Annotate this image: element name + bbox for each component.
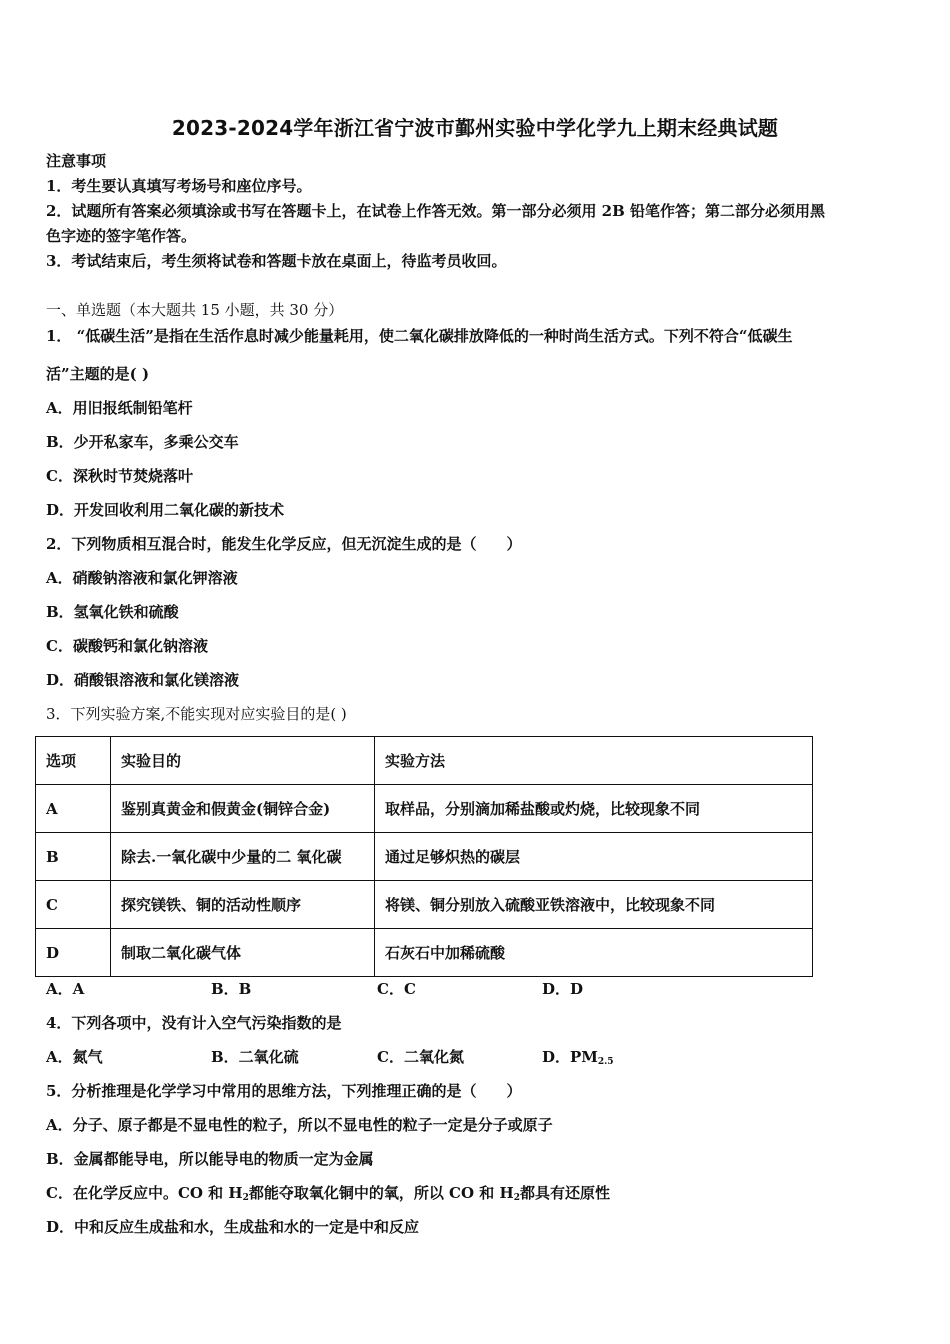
pm-subscript: 2.5 (597, 1057, 614, 1067)
experiment-table (35, 736, 813, 977)
section-heading: 一、单选题（本大题共 15 小题，共 30 分） (46, 301, 344, 319)
table-row (36, 929, 813, 977)
table-header-cell: 实验方法 (375, 737, 813, 785)
table-cell: C (36, 881, 111, 929)
table-header-row (36, 737, 813, 785)
q2-option-a: A．硝酸钠溶液和氯化钾溶液 (46, 569, 238, 587)
table-header-cell: 选项 (36, 737, 111, 785)
q5-option-a: A．分子、原子都是不显电性的粒子，所以不显电性的粒子一定是分子或原子 (46, 1116, 553, 1134)
notice-heading: 注意事项 (46, 152, 107, 170)
q5-option-c (46, 1182, 610, 1209)
notice-item-2: 2．试题所有答案必须填涂或书写在答题卡上，在试卷上作答无效。第一部分必须用 2B 铅笔作答；第二部分必须用黑 (46, 202, 826, 220)
table-header-cell: 实验目的 (111, 737, 375, 785)
table-cell: 石灰石中加稀硫酸 (375, 929, 813, 977)
table-cell: 除去.一氧化碳中少量的二 氧化碳 (111, 833, 375, 881)
table-cell: 鉴别真黄金和假黄金(铜锌合金) (111, 785, 375, 833)
q4-option-a: A．氮气 (46, 1048, 103, 1066)
q1-option-c: C．深秋时节焚烧落叶 (46, 467, 193, 485)
q1-option-a: A．用旧报纸制铅笔杆 (46, 399, 193, 417)
table-cell: 探究镁铁、铜的活动性顺序 (111, 881, 375, 929)
subscript: 2 (513, 1193, 520, 1203)
q5-option-c-part3: 都具有还原性 (519, 1184, 610, 1202)
q5-option-b: B．金属都能导电，所以能导电的物质一定为金属 (46, 1150, 374, 1168)
q1-option-b: B．少开私家车，多乘公交车 (46, 433, 239, 451)
subscript: 2 (242, 1193, 249, 1203)
q4-option-d (542, 1046, 614, 1073)
q3-option-c: C．C (377, 980, 416, 998)
q2-option-d: D．硝酸银溶液和氯化镁溶液 (46, 671, 240, 689)
notice-item-2-cont: 色字迹的签字笔作答。 (46, 227, 197, 245)
table-row (36, 833, 813, 881)
notice-item-1: 1．考生要认真填写考场号和座位序号。 (46, 177, 312, 195)
table-cell: D (36, 929, 111, 977)
q2-stem: 2．下列物质相互混合时，能发生化学反应，但无沉淀生成的是（ ） (46, 535, 522, 553)
notice-item-3: 3．考试结束后，考生须将试卷和答题卡放在桌面上，待监考员收回。 (46, 252, 507, 270)
table-cell: 取样品，分别滴加稀盐酸或灼烧，比较现象不同 (375, 785, 813, 833)
table-cell: 制取二氧化碳气体 (111, 929, 375, 977)
q1-stem-line2: 活”主题的是( ) (46, 365, 150, 383)
q4-option-d-text: D．PM (542, 1048, 598, 1066)
table-cell: B (36, 833, 111, 881)
q5-option-c-part1: C．在化学反应中。CO 和 H (46, 1184, 243, 1202)
q3-option-a: A．A (46, 980, 85, 998)
q5-stem: 5．分析推理是化学学习中常用的思维方法，下列推理正确的是（ ） (46, 1082, 522, 1100)
q4-stem: 4．下列各项中，没有计入空气污染指数的是 (46, 1014, 342, 1032)
table-cell: 将镁、铜分别放入硫酸亚铁溶液中，比较现象不同 (375, 881, 813, 929)
page-title: 2023-2024学年浙江省宁波市鄞州实验中学化学九上期末经典试题 (171, 116, 779, 140)
q2-option-c: C．碳酸钙和氯化钠溶液 (46, 637, 208, 655)
q3-option-d: D．D (542, 980, 584, 998)
q1-stem-line1: 1． “低碳生活”是指在生活作息时减少能量耗用，使二氧化碳排放降低的一种时尚生活方式。下列不符合“低碳生 (46, 327, 793, 345)
table-row (36, 785, 813, 833)
q5-option-c-part2: 都能夺取氧化铜中的氧，所以 CO 和 H (248, 1184, 514, 1202)
q4-option-c: C．二氧化氮 (377, 1048, 464, 1066)
table-cell: A (36, 785, 111, 833)
q1-option-d: D．开发回收利用二氧化碳的新技术 (46, 501, 285, 519)
table-cell: 通过足够炽热的碳层 (375, 833, 813, 881)
q3-stem: 3．下列实验方案,不能实现对应实验目的是( ) (46, 705, 347, 723)
q5-option-d: D．中和反应生成盐和水，生成盐和水的一定是中和反应 (46, 1218, 420, 1236)
q2-option-b: B．氢氧化铁和硫酸 (46, 603, 179, 621)
q3-option-b: B．B (211, 980, 252, 998)
table-row (36, 881, 813, 929)
q4-option-b: B．二氧化硫 (211, 1048, 299, 1066)
